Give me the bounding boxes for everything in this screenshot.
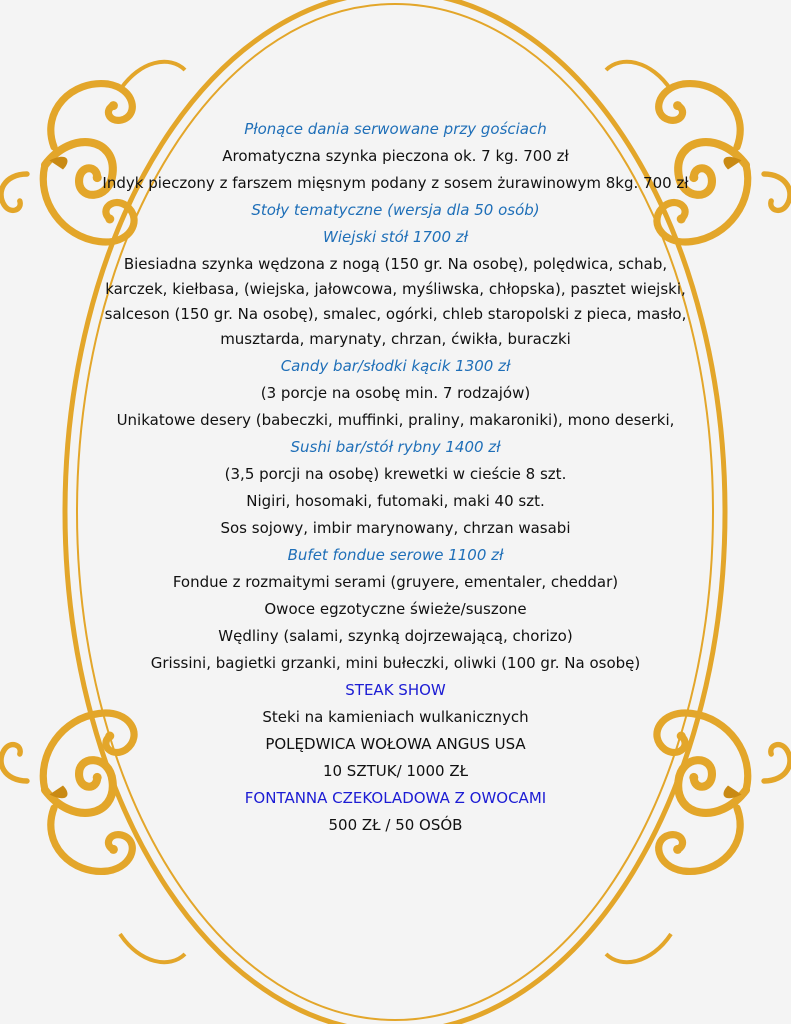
menu-item: Aromatyczna szynka pieczona ok. 7 kg. 700 zł [222, 147, 569, 165]
menu-item: (3,5 porcji na osobę) krewetki w cieście 8 szt. [224, 465, 567, 483]
menu-content [100, 116, 691, 839]
menu-item: Sos sojowy, imbir marynowany, chrzan wasabi [220, 519, 571, 537]
menu-item: (3 porcje na osobę min. 7 rodzajów) [260, 384, 531, 402]
village-table-heading: Wiejski stół 1700 zł [323, 228, 468, 246]
village-table-description: Biesiadna szynka wędzona z nogą (150 gr. Na osobę), polędwica, schab, karczek, kiełbasa, (wiejska, jałowcowa, myśliwska, chłopska), pasztet wiejski, salceson (150 gr. Na osobę), smalec, ogórki, chleb staropolski z pieca, masło, musztarda, marynaty, chrzan, ćwikła, buraczki [104, 255, 687, 348]
menu-item: Wędliny (salami, szynką dojrzewającą, chorizo) [218, 627, 573, 645]
chocolate-fountain-heading: FONTANNA CZEKOLADOWA Z OWOCAMI [244, 789, 547, 807]
menu-item: Grissini, bagietki grzanki, mini bułeczki, oliwki (100 gr. Na osobę) [150, 654, 641, 672]
menu-item: Owoce egzotyczne świeże/suszone [264, 600, 527, 618]
menu-item: Indyk pieczony z farszem mięsnym podany z sosem żurawinowym 8kg. 700 zł [102, 174, 689, 192]
menu-item: Fondue z rozmaitymi serami (gruyere, ementaler, cheddar) [172, 573, 619, 591]
menu-item: Steki na kamieniach wulkanicznych [262, 708, 529, 726]
fondue-heading: Bufet fondue serowe 1100 zł [287, 546, 504, 564]
steak-show-heading: STEAK SHOW [345, 681, 446, 699]
menu-item: 10 SZTUK/ 1000 ZŁ [322, 762, 469, 780]
menu-item: Unikatowe desery (babeczki, muffinki, praliny, makaroniki), mono deserki, [116, 411, 675, 429]
flaming-dishes-heading: Płonące dania serwowane przy gościach [244, 120, 547, 138]
menu-item: POLĘDWICA WOŁOWA ANGUS USA [265, 735, 526, 753]
menu-item: Nigiri, hosomaki, futomaki, maki 40 szt. [246, 492, 545, 510]
candy-bar-heading: Candy bar/słodki kącik 1300 zł [280, 357, 511, 375]
sushi-bar-heading: Sushi bar/stół rybny 1400 zł [290, 438, 501, 456]
menu-item: 500 ZŁ / 50 OSÓB [328, 816, 463, 834]
themed-tables-heading: Stoły tematyczne (wersja dla 50 osób) [251, 201, 540, 219]
